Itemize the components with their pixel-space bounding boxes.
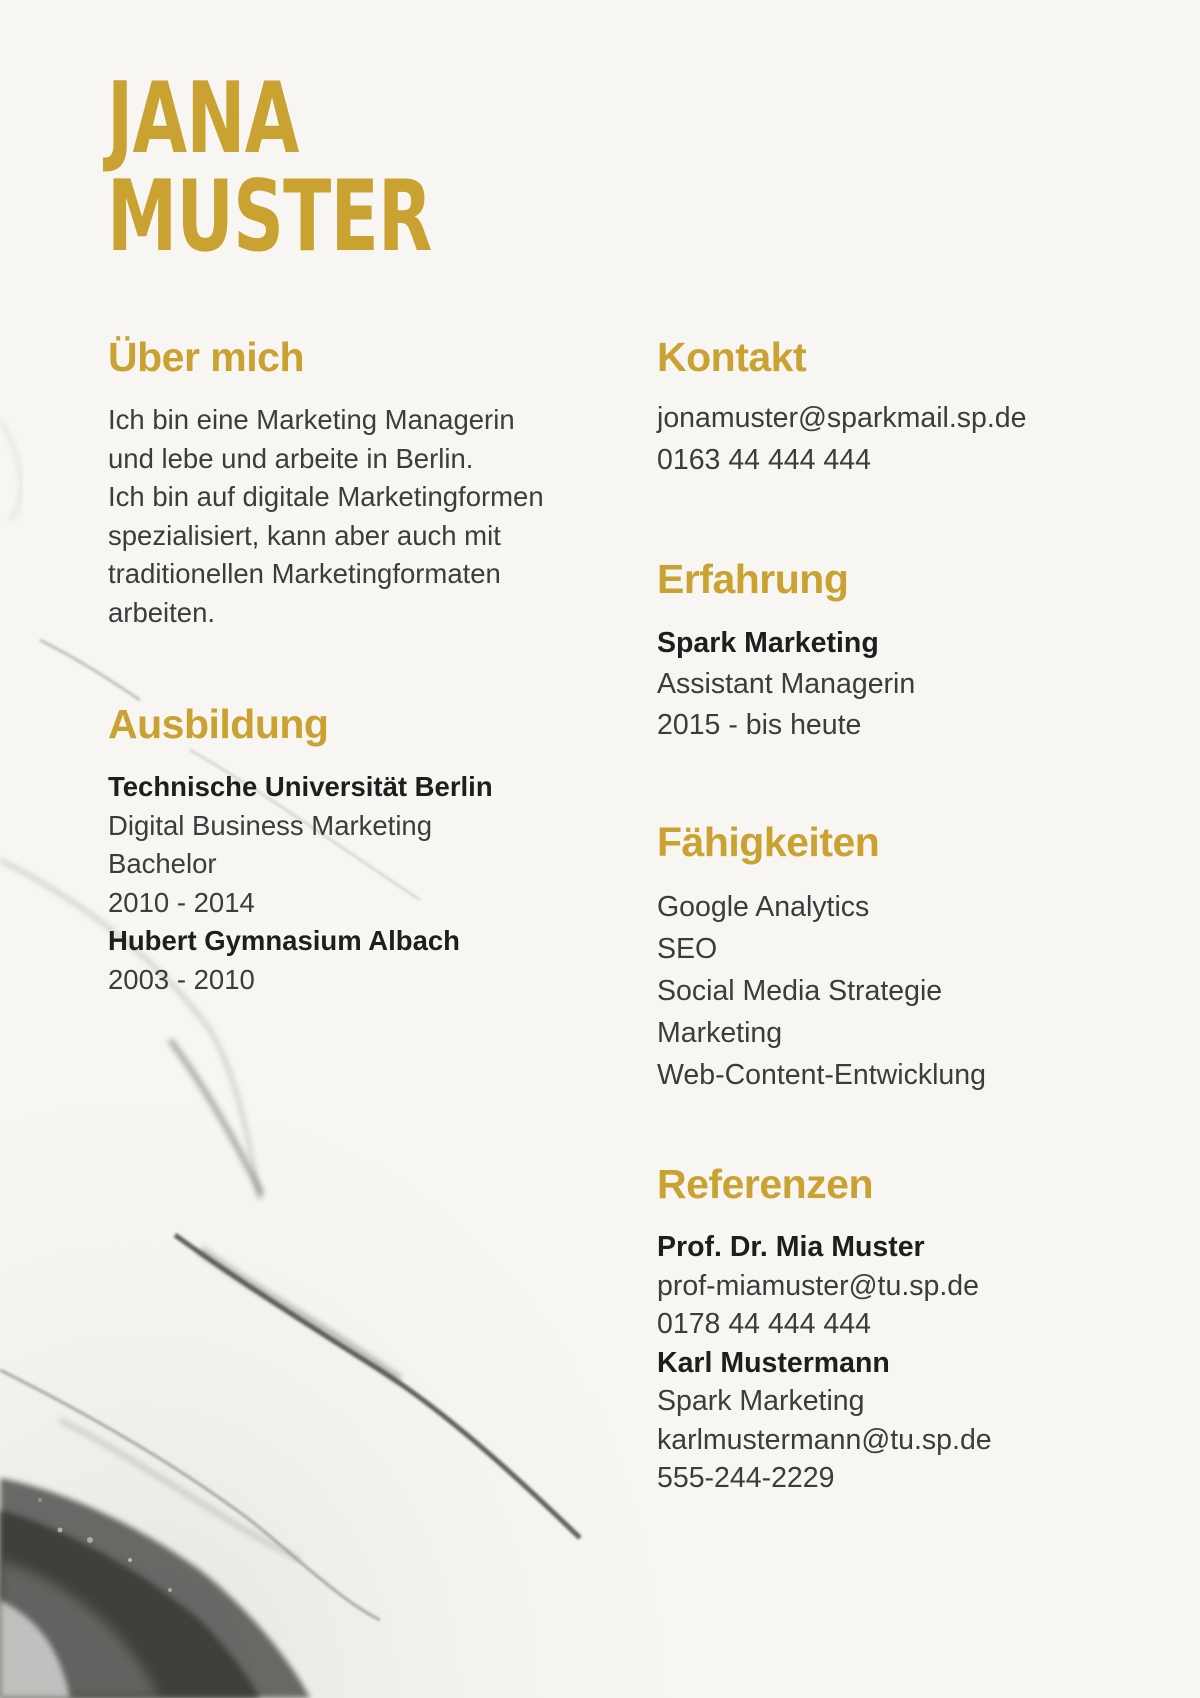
reference-phone: 0178 44 444 444 [657,1308,871,1340]
contact-email: jonamuster@sparkmail.sp.de [657,402,1027,434]
first-name: JANA [107,62,299,176]
references-heading: Referenzen [657,1161,874,1207]
about-line: Ich bin eine Marketing Managerin [108,404,515,435]
about-text [108,401,608,632]
contact-heading: Kontakt [657,334,807,380]
contact-phone: 0163 44 444 444 [657,444,871,476]
reference-email: prof-miamuster@tu.sp.de [657,1269,979,1302]
about-line: traditionellen Marketingformaten [108,558,501,589]
reference-company: Spark Marketing [657,1385,865,1417]
reference-name: Karl Mustermann [657,1346,890,1379]
experience-section [657,555,1157,746]
experience-company: Spark Marketing [657,627,879,659]
resume-name [107,62,432,274]
experience-heading: Erfahrung [657,556,849,602]
about-section [108,333,608,632]
about-line: spezialisiert, kann aber auch mit [108,519,501,551]
skills-heading: Fähigkeiten [657,819,880,865]
about-line: arbeiten. [108,596,216,628]
contact-section [657,333,1157,481]
reference-email: karlmustermann@tu.sp.de [657,1423,992,1456]
reference-name: Prof. Dr. Mia Muster [657,1231,925,1263]
last-name: MUSTER [107,160,432,274]
contact-details [657,397,1157,481]
education-section [108,700,608,999]
skill-item: Google Analytics [657,891,870,923]
experience-role: Assistant Managerin [657,668,916,700]
skills-section [657,818,1157,1096]
references-section [657,1160,1157,1498]
about-line: Ich bin auf digitale Marketingformen [108,481,544,512]
skill-item: Marketing [657,1017,783,1049]
education-heading: Ausbildung [108,701,329,747]
references-list [657,1228,1157,1498]
school-program: Digital Business Marketing [108,809,433,841]
skill-item: Web-Content-Entwicklung [657,1059,986,1091]
about-heading: Über mich [108,334,304,380]
school-name: Hubert Gymnasium Albach [108,925,460,956]
school-years: 2010 - 2014 [108,886,255,918]
education-list [108,768,608,999]
about-line: und lebe und arbeite in Berlin. [108,442,474,474]
experience-period: 2015 - bis heute [657,709,862,741]
school-name: Technische Universität Berlin [108,771,493,802]
skill-item: Social Media Strategie [657,975,943,1007]
reference-phone: 555-244-2229 [657,1462,835,1494]
skills-list [657,886,1157,1096]
school-degree: Bachelor [108,848,217,879]
skill-item: SEO [657,933,718,965]
school-years: 2003 - 2010 [108,963,255,995]
experience-details [657,623,1157,746]
